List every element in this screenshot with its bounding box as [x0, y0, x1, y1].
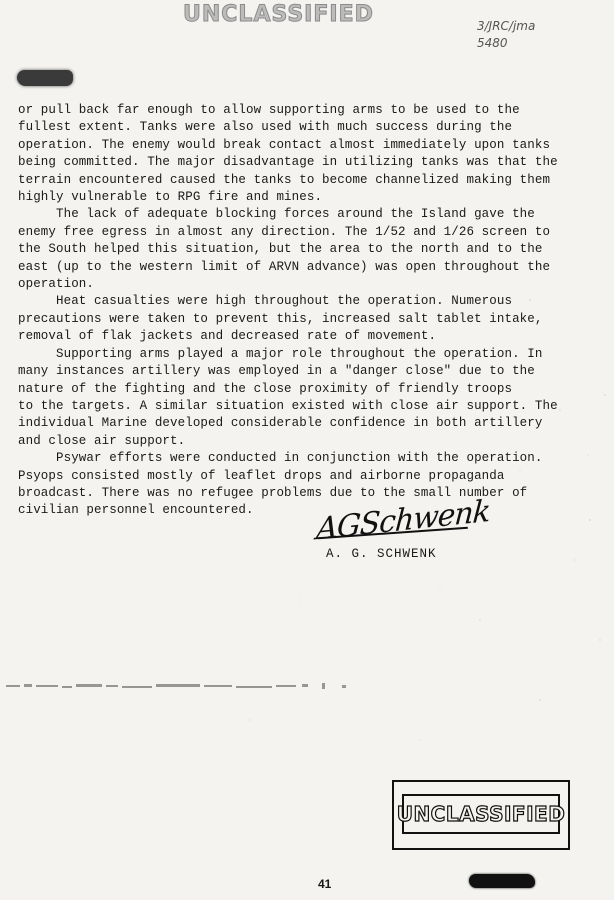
body-line: Psyops consisted mostly of leaflet drops and airborne propaganda: [18, 468, 505, 483]
body-line: operation.: [18, 277, 95, 292]
redaction-mark-bottom: [469, 874, 535, 888]
body-text: [18, 102, 590, 520]
file-reference-line-2: 5480: [477, 36, 508, 50]
body-line: The lack of adequate blocking forces around the Island gave the: [18, 207, 535, 222]
bottom-classification-stamp: [392, 780, 570, 850]
handwritten-signature: AGSchwenk: [315, 493, 492, 548]
stamp-text: UNCLASSIFIED: [402, 794, 560, 834]
file-reference: [477, 18, 535, 52]
top-classification-stamp: UNCLASSIFIED: [183, 2, 374, 27]
body-line: fullest extent. Tanks were also used with much success during the: [18, 120, 513, 135]
body-line: removal of flak jackets and decreased rate of movement.: [18, 329, 437, 344]
body-line: individual Marine developed considerable confidence in both artillery: [18, 416, 543, 431]
faded-smudge-line: [6, 681, 350, 691]
body-line: precautions were taken to prevent this, increased salt tablet intake,: [18, 311, 543, 326]
body-line: many instances artillery was employed in a "danger close" due to the: [18, 364, 535, 379]
body-line: Psywar efforts were conducted in conjunction with the operation.: [18, 451, 543, 466]
body-line: broadcast. There was no refugee problems due to the small number of: [18, 485, 528, 500]
body-line: Supporting arms played a major role throughout the operation. In: [18, 346, 543, 361]
file-reference-line-1: 3/JRC/jma: [477, 19, 536, 33]
body-line: or pull back far enough to allow supporting arms to be used to the: [18, 103, 520, 117]
signer-name: A. G. SCHWENK: [326, 547, 437, 561]
body-line: east (up to the western limit of ARVN advance) was open throughout the: [18, 259, 551, 274]
body-line: nature of the fighting and the close proximity of friendly troops: [18, 381, 513, 396]
body-line: terrain encountered caused the tanks to become channelized making them: [18, 172, 551, 187]
page-number: 41: [318, 877, 332, 891]
body-line: civilian personnel encountered.: [18, 503, 254, 518]
body-line: the South helped this situation, but the area to the north and to the: [18, 242, 543, 257]
redaction-mark-top: [17, 70, 73, 86]
body-line: enemy free egress in almost any direction. The 1/52 and 1/26 screen to: [18, 224, 551, 239]
body-line: operation. The enemy would break contact almost immediately upon tanks: [18, 137, 551, 152]
body-line: being committed. The major disadvantage in utilizing tanks was that the: [18, 155, 558, 170]
body-line: Heat casualties were high throughout the operation. Numerous: [18, 294, 513, 309]
body-line: and close air support.: [18, 433, 186, 448]
body-line: to the targets. A similar situation existed with close air support. The: [18, 398, 558, 413]
body-line: highly vulnerable to RPG fire and mines.: [18, 190, 323, 205]
